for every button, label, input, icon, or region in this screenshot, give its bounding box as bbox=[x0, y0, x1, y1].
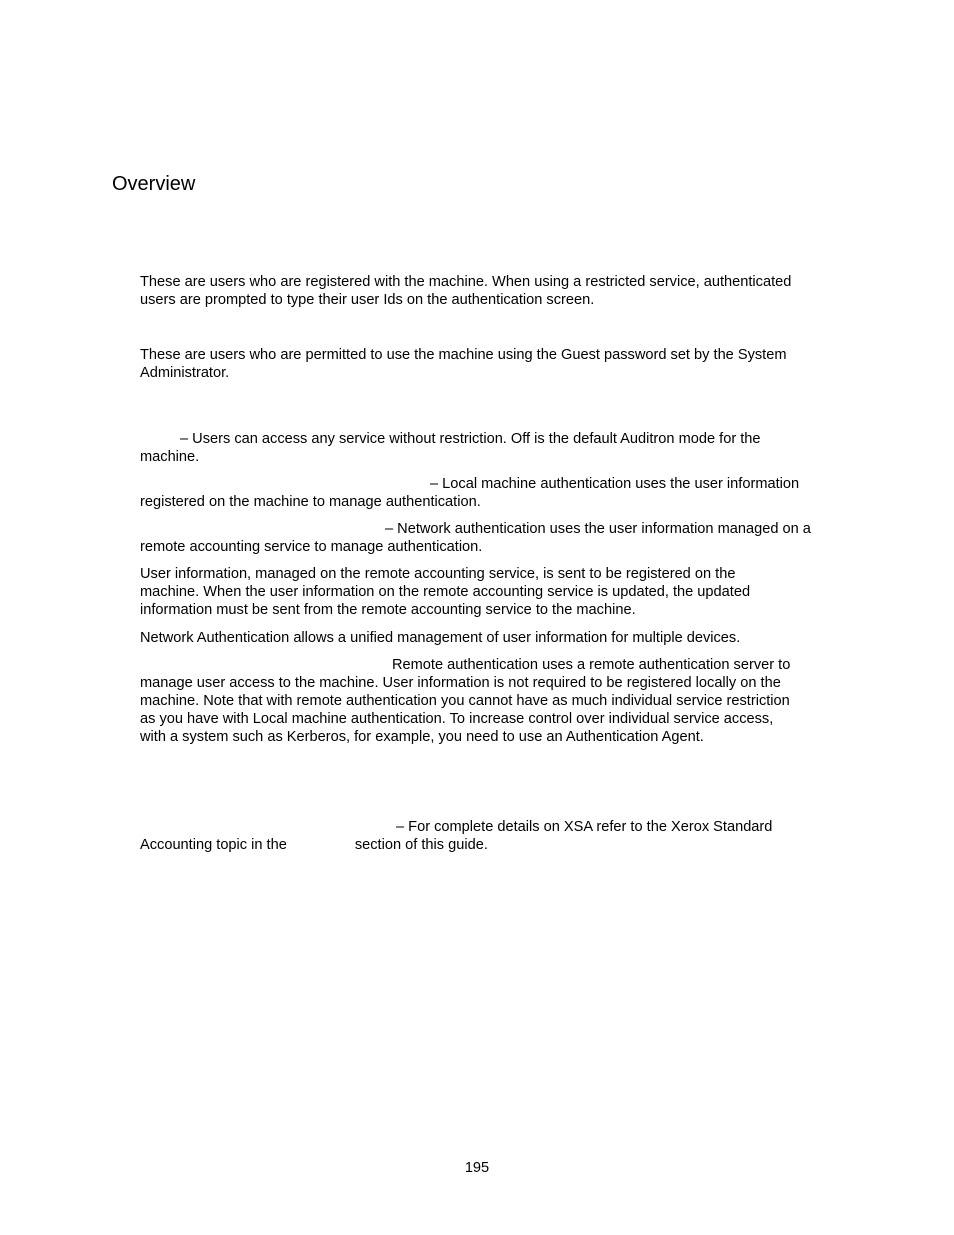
text-segment: Accounting topic in the bbox=[140, 837, 287, 853]
text-line: remote accounting service to manage authentication. bbox=[140, 539, 483, 555]
text-line: with a system such as Kerberos, for example, you need to use an Authentication Agent. bbox=[140, 729, 704, 745]
text-line: information must be sent from the remote accounting service to the machine. bbox=[140, 602, 636, 618]
page-title: Overview bbox=[112, 173, 196, 195]
paragraph-off-mode bbox=[140, 430, 844, 466]
text-segment: section of this guide. bbox=[354, 837, 488, 853]
text-line bbox=[140, 836, 844, 854]
text-line: – Users can access any service without restriction. Off is the default Auditron mode for the bbox=[180, 431, 761, 447]
paragraph-network-authentication bbox=[140, 520, 844, 556]
text-line: These are users who are permitted to use the machine using the Guest password set by the System bbox=[140, 347, 787, 363]
text-line: users are prompted to type their user Ids on the authentication screen. bbox=[140, 292, 595, 308]
paragraph-user-information bbox=[140, 565, 844, 619]
page-number: 195 bbox=[464, 1160, 490, 1176]
text-line: registered on the machine to manage authentication. bbox=[140, 494, 481, 510]
paragraph-remote-authentication bbox=[140, 656, 844, 746]
text-line: Administrator. bbox=[140, 365, 230, 381]
text-line: machine. When the user information on the remote accounting service is updated, the updated bbox=[140, 584, 751, 600]
text-line: machine. Note that with remote authentication you cannot have as much individual service restriction bbox=[140, 693, 790, 709]
paragraph-local-authentication bbox=[140, 475, 844, 511]
text-line: Remote authentication uses a remote authentication server to bbox=[392, 657, 791, 673]
text-line: These are users who are registered with the machine. When using a restricted service, authenticated bbox=[140, 274, 792, 290]
text-line: User information, managed on the remote accounting service, is sent to be registered on the bbox=[140, 566, 736, 582]
text-line: – Local machine authentication uses the user information bbox=[430, 476, 800, 492]
paragraph-unified-management bbox=[140, 629, 844, 647]
text-line: – Network authentication uses the user information managed on a bbox=[385, 521, 811, 537]
paragraph-guest-users bbox=[140, 346, 844, 382]
text-line: manage user access to the machine. User information is not required to be registered locally on the bbox=[140, 675, 781, 691]
text-line: as you have with Local machine authentication. To increase control over individual service access, bbox=[140, 711, 774, 727]
paragraph-xsa bbox=[140, 818, 844, 854]
text-line: Network Authentication allows a unified management of user information for multiple devices. bbox=[140, 630, 741, 646]
text-line: machine. bbox=[140, 449, 200, 465]
text-line: – For complete details on XSA refer to the Xerox Standard bbox=[396, 819, 773, 835]
paragraph-registered-users bbox=[140, 273, 844, 309]
